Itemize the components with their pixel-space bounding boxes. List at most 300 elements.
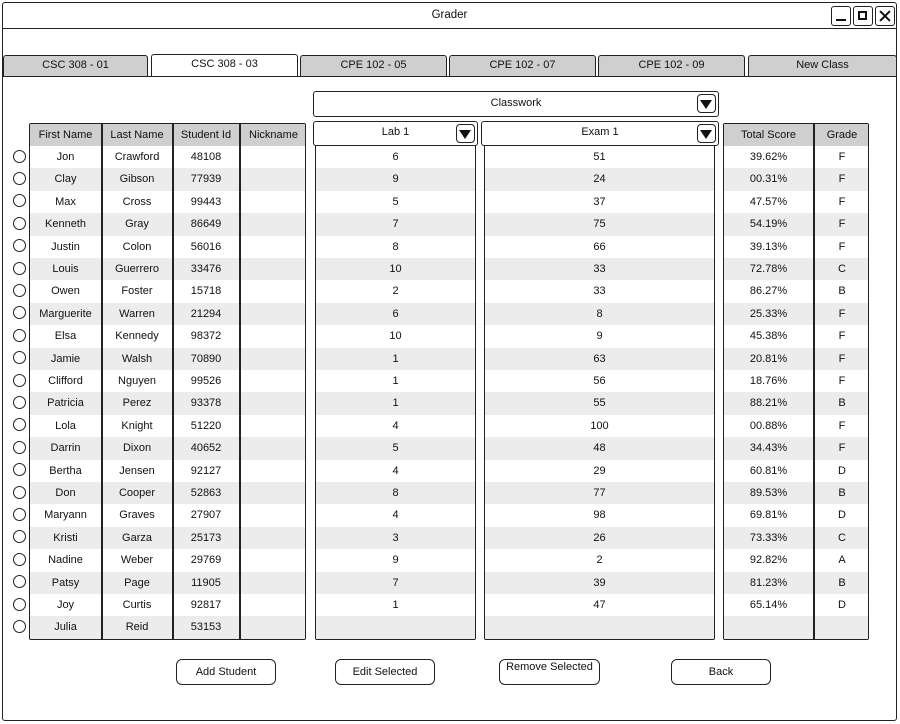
grade-cell: F	[838, 195, 846, 208]
last-name-cell: Page	[124, 576, 150, 589]
grade-cell: C	[838, 263, 846, 275]
last-name-cell: Kennedy	[115, 330, 159, 343]
table-row[interactable]	[30, 504, 305, 526]
student-id-cell: 99526	[190, 375, 222, 387]
table-row[interactable]	[30, 616, 305, 638]
table-row[interactable]	[316, 325, 475, 347]
table-row[interactable]	[724, 572, 868, 594]
radio-icon[interactable]	[13, 508, 26, 521]
radio-icon[interactable]	[13, 329, 26, 342]
total-score-cell: 65.14%	[749, 599, 788, 611]
table-row[interactable]	[724, 460, 868, 482]
tab-divider	[3, 76, 896, 77]
last-name-cell: Curtis	[122, 599, 152, 611]
nickname-cell	[240, 415, 306, 437]
table-row[interactable]	[485, 280, 714, 302]
table-row[interactable]	[30, 549, 305, 571]
grade-cell: D	[838, 464, 846, 477]
table-row[interactable]	[485, 527, 714, 549]
radio-icon[interactable]	[13, 486, 26, 499]
lab1-score-cell: 10	[389, 330, 402, 343]
grade-cell: F	[838, 173, 846, 186]
exam1-score-cell: 26	[593, 531, 606, 544]
header-grade[interactable]: Grade	[814, 124, 869, 146]
first-name-cell: Bertha	[49, 464, 82, 477]
lab1-score-cell: 4	[392, 464, 399, 477]
table-row[interactable]	[30, 168, 305, 190]
total-score-cell: 39.13%	[749, 240, 788, 253]
table-row[interactable]	[724, 527, 868, 549]
table-row[interactable]	[316, 370, 475, 392]
student-id-cell: 99443	[190, 195, 222, 208]
table-row[interactable]	[485, 236, 714, 258]
lab1-score-cell: 4	[392, 509, 399, 522]
nickname-cell	[240, 236, 306, 258]
exam1-score-cell: 75	[593, 218, 606, 231]
table-row[interactable]	[485, 549, 714, 571]
header-total-score[interactable]: Total Score	[724, 124, 813, 146]
table-row[interactable]	[485, 146, 714, 168]
edit-selected-button[interactable]: Edit Selected	[335, 659, 435, 685]
lab1-score-cell: 3	[392, 531, 399, 544]
grade-cell: B	[838, 285, 846, 298]
first-name-cell: Jamie	[50, 352, 81, 365]
nickname-cell	[240, 348, 306, 370]
last-name-cell: Gibson	[119, 173, 155, 186]
lab1-column	[315, 123, 476, 640]
table-row[interactable]	[485, 616, 714, 638]
table-row[interactable]	[724, 146, 868, 168]
lab1-score-cell: 8	[392, 487, 399, 499]
total-score-cell: 89.53%	[749, 487, 788, 499]
lab1-score-cell: 9	[392, 554, 399, 567]
last-name-cell: Warren	[119, 307, 155, 320]
total-score-cell: 25.33%	[749, 307, 788, 320]
tab-cpe-102-07[interactable]: CPE 102 - 07	[449, 55, 596, 76]
category-select-value: Classwork	[490, 97, 542, 109]
student-id-cell: 29769	[190, 554, 222, 567]
assignment-select-exam1-value: Exam 1	[581, 126, 619, 138]
table-row[interactable]	[316, 572, 475, 594]
table-row[interactable]	[485, 572, 714, 594]
student-id-cell: 92127	[190, 464, 222, 477]
table-row[interactable]	[724, 392, 868, 414]
lab1-score-cell: 6	[392, 151, 399, 163]
first-name-cell: Clifford	[48, 375, 83, 387]
tab-cpe-102-09[interactable]: CPE 102 - 09	[598, 55, 745, 76]
table-row[interactable]	[724, 415, 868, 437]
student-id-cell: 70890	[190, 352, 222, 365]
first-name-cell: Lola	[55, 419, 76, 432]
tab-cpe-102-05[interactable]: CPE 102 - 05	[300, 55, 447, 76]
table-row[interactable]	[316, 482, 475, 504]
student-id-cell: 93378	[190, 397, 222, 410]
exam1-score-cell: 8	[596, 307, 603, 320]
nickname-cell	[240, 303, 306, 325]
exam1-score-cell: 33	[593, 285, 606, 298]
student-id-cell: 21294	[190, 307, 222, 320]
table-row[interactable]	[316, 146, 475, 168]
student-id-cell: 27907	[190, 509, 222, 522]
lab1-score-cell: 1	[392, 397, 399, 410]
add-student-button[interactable]: Add Student	[176, 659, 276, 685]
nickname-cell	[240, 572, 306, 594]
total-score-cell: 18.76%	[749, 375, 788, 387]
table-row[interactable]	[485, 437, 714, 459]
total-score-cell: 47.57%	[749, 195, 788, 208]
nickname-cell	[240, 191, 306, 213]
table-row[interactable]	[30, 594, 305, 616]
students-table	[29, 123, 306, 640]
table-row[interactable]	[30, 348, 305, 370]
table-row[interactable]	[316, 594, 475, 616]
radio-icon[interactable]	[13, 530, 26, 543]
first-name-cell: Elsa	[54, 330, 77, 343]
maximize-button[interactable]	[853, 6, 873, 26]
table-row[interactable]	[724, 370, 868, 392]
grade-cell: C	[838, 531, 846, 544]
table-row[interactable]	[316, 460, 475, 482]
nickname-cell	[240, 146, 306, 168]
table-row[interactable]	[724, 482, 868, 504]
radio-icon[interactable]	[13, 262, 26, 275]
first-name-cell: Louis	[52, 263, 79, 275]
last-name-cell: Weber	[120, 554, 154, 567]
table-row[interactable]	[485, 594, 714, 616]
last-name-cell: Garza	[122, 531, 152, 544]
tab-csc-308-01[interactable]: CSC 308 - 01	[3, 55, 148, 76]
grade-cell: F	[838, 218, 846, 231]
student-id-cell: 48108	[190, 151, 222, 163]
student-id-cell: 86649	[190, 218, 222, 231]
grade-cell: F	[838, 419, 846, 432]
exam1-score-cell: 77	[593, 487, 606, 499]
table-row[interactable]	[724, 213, 868, 235]
first-name-cell: Kristi	[53, 531, 78, 544]
student-id-cell: 51220	[190, 419, 222, 432]
table-row[interactable]	[316, 280, 475, 302]
table-row[interactable]	[316, 527, 475, 549]
table-row[interactable]	[316, 348, 475, 370]
last-name-cell: Walsh	[121, 352, 153, 365]
total-score-cell: 73.33%	[749, 531, 788, 544]
column-divider	[172, 124, 174, 639]
last-name-cell: Perez	[122, 397, 152, 410]
radio-icon[interactable]	[13, 463, 26, 476]
total-score-cell: 34.43%	[749, 442, 788, 455]
radio-icon[interactable]	[13, 620, 26, 633]
table-row[interactable]	[316, 258, 475, 280]
table-row[interactable]	[30, 325, 305, 347]
last-name-cell: Foster	[121, 285, 153, 298]
nickname-cell	[240, 258, 306, 280]
table-row[interactable]	[485, 213, 714, 235]
nickname-cell	[240, 392, 306, 414]
nickname-cell	[240, 168, 306, 190]
lab1-score-cell: 8	[392, 240, 399, 253]
table-row[interactable]	[724, 594, 868, 616]
grade-cell: F	[838, 352, 846, 365]
lab1-score-cell	[316, 616, 475, 638]
first-name-cell: Justin	[51, 240, 80, 253]
header-student-id[interactable]: Student Id	[173, 124, 239, 146]
first-name-cell: Julia	[54, 621, 77, 634]
header-first-name[interactable]: First Name	[30, 124, 101, 146]
tab-new-class[interactable]: New Class	[748, 55, 897, 76]
student-id-cell: 77939	[190, 173, 222, 186]
grade-cell: B	[838, 487, 846, 499]
total-score-cell: 86.27%	[749, 285, 788, 298]
table-row[interactable]	[316, 549, 475, 571]
table-row[interactable]	[30, 415, 305, 437]
first-name-cell: Nadine	[48, 554, 83, 567]
radio-icon[interactable]	[13, 553, 26, 566]
lab1-score-cell: 7	[392, 576, 399, 589]
exam1-column	[484, 123, 715, 640]
radio-icon[interactable]	[13, 284, 26, 297]
exam1-score-cell: 56	[593, 375, 606, 387]
last-name-cell: Colon	[122, 240, 152, 253]
radio-icon[interactable]	[13, 575, 26, 588]
table-row[interactable]	[30, 482, 305, 504]
header-nickname[interactable]: Nickname	[240, 124, 306, 146]
table-row[interactable]	[316, 191, 475, 213]
grade-cell: F	[838, 240, 846, 253]
table-row[interactable]	[724, 549, 868, 571]
title-bar	[3, 3, 896, 29]
nickname-cell	[240, 325, 306, 347]
last-name-cell: Graves	[119, 509, 155, 522]
maximize-icon	[858, 11, 867, 20]
table-row[interactable]	[30, 392, 305, 414]
last-name-cell: Guerrero	[114, 263, 160, 275]
grade-cell: B	[838, 576, 846, 589]
table-row[interactable]	[485, 258, 714, 280]
table-row[interactable]	[316, 437, 475, 459]
radio-icon[interactable]	[13, 306, 26, 319]
lab1-score-cell: 5	[392, 195, 399, 208]
total-score-cell: 45.38%	[749, 330, 788, 343]
table-row[interactable]	[30, 370, 305, 392]
table-row[interactable]	[30, 572, 305, 594]
lab1-score-cell: 1	[392, 375, 399, 387]
exam1-score-cell: 47	[593, 599, 606, 611]
column-divider	[101, 124, 103, 639]
last-name-cell: Crawford	[114, 151, 160, 163]
table-row[interactable]	[485, 303, 714, 325]
assignment-select-lab1[interactable]	[313, 121, 478, 146]
exam1-score-cell: 33	[593, 263, 606, 275]
minimize-button[interactable]	[831, 6, 851, 26]
nickname-cell	[240, 280, 306, 302]
radio-icon[interactable]	[13, 172, 26, 185]
table-row[interactable]	[30, 213, 305, 235]
table-row[interactable]	[316, 415, 475, 437]
last-name-cell: Cooper	[118, 487, 156, 499]
triangle-down-icon[interactable]	[697, 94, 716, 113]
lab1-score-cell: 4	[392, 419, 399, 432]
student-id-cell: 11905	[191, 576, 221, 589]
table-row[interactable]	[316, 168, 475, 190]
category-select[interactable]	[313, 91, 719, 117]
table-row[interactable]	[485, 392, 714, 414]
total-score-cell: 54.19%	[749, 218, 788, 231]
table-row[interactable]	[30, 258, 305, 280]
first-name-cell: Darrin	[50, 442, 81, 455]
nickname-cell	[240, 482, 306, 504]
exam1-score-cell: 63	[593, 352, 606, 365]
radio-icon[interactable]	[13, 598, 26, 611]
nickname-cell	[240, 549, 306, 571]
table-row[interactable]	[316, 213, 475, 235]
grade-cell: F	[838, 442, 846, 455]
first-name-cell: Kenneth	[45, 218, 86, 231]
grade-cell: D	[838, 509, 846, 522]
table-row[interactable]	[485, 348, 714, 370]
student-id-cell: 53153	[190, 621, 222, 634]
exam1-score-cell: 29	[593, 464, 606, 477]
table-row[interactable]	[724, 303, 868, 325]
student-id-cell: 15718	[190, 285, 222, 298]
table-row[interactable]	[485, 370, 714, 392]
nickname-cell	[240, 527, 306, 549]
radio-icon[interactable]	[13, 351, 26, 364]
radio-icon[interactable]	[13, 239, 26, 252]
table-row[interactable]	[724, 280, 868, 302]
back-button[interactable]: Back	[671, 659, 771, 685]
table-row[interactable]	[316, 504, 475, 526]
last-name-cell: Gray	[125, 218, 149, 231]
lab1-score-cell: 6	[392, 307, 399, 320]
exam1-score-cell: 55	[593, 397, 606, 410]
header-last-name[interactable]: Last Name	[102, 124, 172, 146]
exam1-score-cell: 100	[590, 419, 609, 432]
table-row[interactable]	[30, 460, 305, 482]
lab1-score-cell: 2	[392, 285, 399, 298]
table-row[interactable]	[724, 616, 868, 638]
table-row[interactable]	[724, 504, 868, 526]
table-row[interactable]	[485, 325, 714, 347]
triangle-down-icon[interactable]	[697, 124, 716, 143]
nickname-cell	[240, 437, 306, 459]
table-row[interactable]	[485, 460, 714, 482]
table-row[interactable]	[724, 348, 868, 370]
total-score-cell: 00.31%	[749, 173, 788, 186]
grade-cell	[814, 616, 869, 638]
radio-icon[interactable]	[13, 150, 26, 163]
table-row[interactable]	[724, 191, 868, 213]
total-score-cell: 39.62%	[749, 151, 788, 163]
first-name-cell: Jon	[56, 151, 75, 163]
exam1-score-cell: 98	[593, 509, 606, 522]
table-row[interactable]	[485, 191, 714, 213]
column-divider	[813, 124, 815, 639]
table-row[interactable]	[316, 236, 475, 258]
table-row[interactable]	[30, 437, 305, 459]
exam1-score-cell: 24	[593, 173, 606, 186]
grade-cell: D	[838, 599, 846, 611]
exam1-score-cell: 39	[593, 576, 606, 589]
assignment-select-exam1[interactable]	[481, 121, 719, 146]
radio-icon[interactable]	[13, 194, 26, 207]
minimize-icon	[836, 19, 846, 21]
last-name-cell: Reid	[125, 621, 149, 634]
radio-icon[interactable]	[13, 217, 26, 230]
table-row[interactable]	[724, 437, 868, 459]
first-name-cell: Marguerite	[39, 307, 92, 320]
table-row[interactable]	[30, 303, 305, 325]
first-name-cell: Clay	[54, 173, 77, 186]
window-title: Grader	[431, 9, 468, 21]
table-row[interactable]	[30, 236, 305, 258]
total-score-cell: 00.88%	[749, 419, 788, 432]
student-id-cell: 98372	[190, 330, 222, 343]
exam1-score-cell	[485, 616, 714, 638]
grade-cell: F	[838, 375, 846, 387]
exam1-score-cell: 2	[596, 554, 603, 567]
table-row[interactable]	[724, 236, 868, 258]
nickname-cell	[240, 594, 306, 616]
student-id-cell: 40652	[190, 442, 222, 455]
table-row[interactable]	[30, 527, 305, 549]
exam1-score-cell: 9	[596, 330, 603, 343]
table-row[interactable]	[316, 303, 475, 325]
total-score-cell: 60.81%	[749, 464, 788, 477]
radio-icon[interactable]	[13, 441, 26, 454]
first-name-cell: Owen	[51, 285, 80, 298]
last-name-cell: Dixon	[122, 442, 152, 455]
exam1-score-cell: 37	[593, 195, 606, 208]
total-score-cell: 81.23%	[749, 576, 788, 589]
triangle-down-icon[interactable]	[456, 124, 475, 143]
first-name-cell: Don	[55, 487, 76, 499]
nickname-cell	[240, 616, 306, 638]
lab1-score-cell: 9	[392, 173, 399, 186]
total-score-cell: 72.78%	[749, 263, 788, 275]
last-name-cell: Nguyen	[118, 375, 156, 387]
lab1-score-cell: 1	[392, 352, 399, 365]
last-name-cell: Cross	[122, 195, 152, 208]
table-row[interactable]	[724, 258, 868, 280]
table-row[interactable]	[485, 168, 714, 190]
table-row[interactable]	[485, 504, 714, 526]
total-score-cell: 20.81%	[749, 352, 788, 365]
student-id-cell: 92817	[190, 599, 222, 611]
grader-window	[2, 2, 897, 721]
grade-cell: F	[838, 330, 846, 343]
table-row[interactable]	[30, 280, 305, 302]
table-row[interactable]	[316, 392, 475, 414]
table-row[interactable]	[724, 168, 868, 190]
table-row[interactable]	[724, 325, 868, 347]
table-row[interactable]	[485, 415, 714, 437]
lab1-score-cell: 7	[392, 218, 399, 231]
table-row[interactable]	[30, 191, 305, 213]
radio-icon[interactable]	[13, 374, 26, 387]
close-button[interactable]	[875, 6, 895, 26]
tab-csc-308-03[interactable]: CSC 308 - 03	[151, 54, 298, 77]
table-row[interactable]	[30, 146, 305, 168]
table-row[interactable]	[316, 616, 475, 638]
table-row[interactable]	[485, 482, 714, 504]
total-score-cell: 69.81%	[749, 509, 788, 522]
radio-icon[interactable]	[13, 396, 26, 409]
radio-icon[interactable]	[13, 418, 26, 431]
first-name-cell: Patricia	[47, 397, 84, 410]
nickname-cell	[240, 504, 306, 526]
remove-selected-button[interactable]: Remove Selected	[499, 659, 600, 685]
grade-cell: F	[838, 151, 846, 163]
